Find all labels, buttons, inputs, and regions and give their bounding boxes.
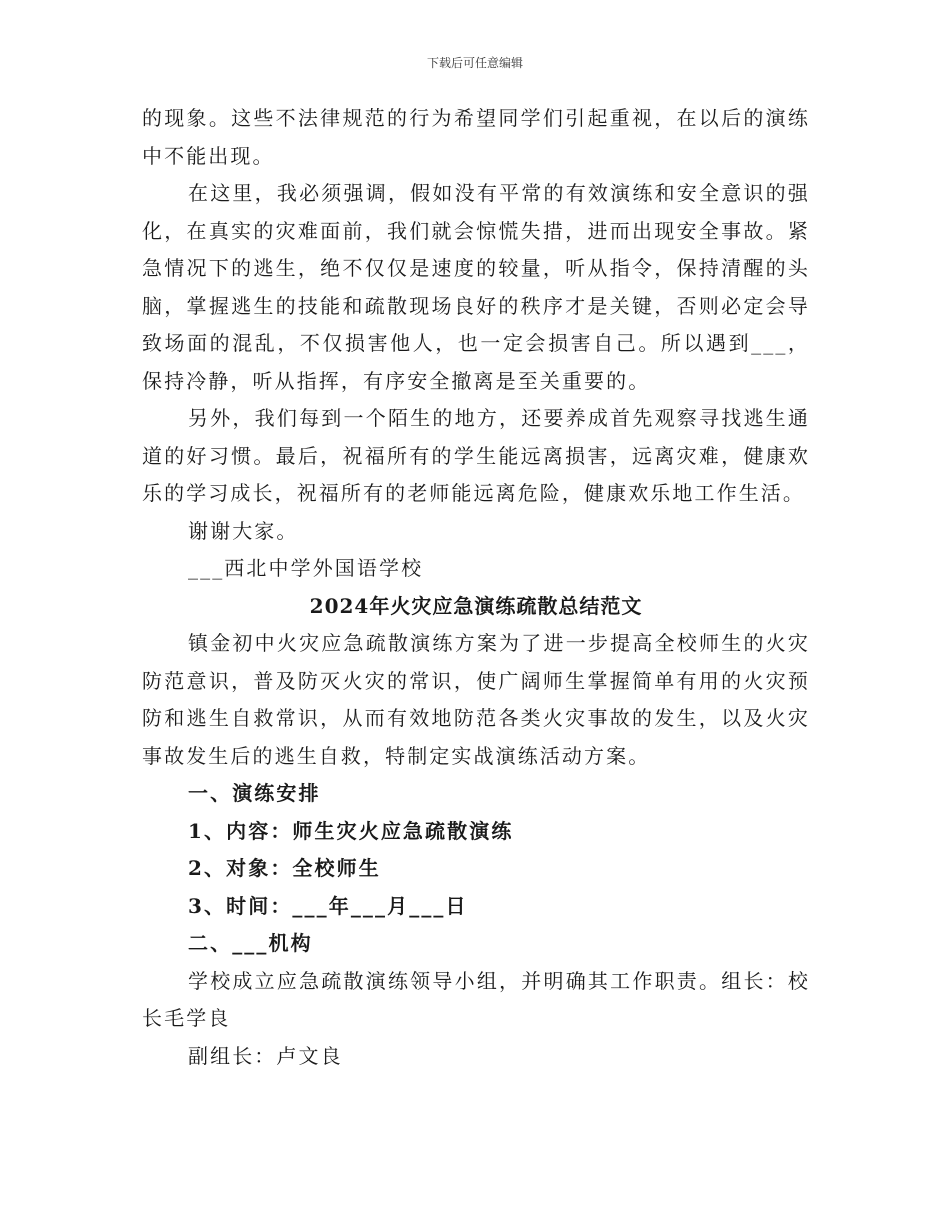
- heading-organization: 二、___机构: [188, 931, 313, 955]
- item-target: 2、对象：全校师生: [188, 856, 381, 880]
- paragraph-leadership-group: 学校成立应急疏散演练领导小组，并明确其工作职责。组长：校长毛学良: [142, 968, 810, 1030]
- paragraph-thanks: 谢谢大家。: [188, 518, 299, 543]
- item-content: 1、内容：师生灾火应急疏散演练: [188, 818, 514, 843]
- section-title: 2024年火灾应急演练疏散总结范文: [309, 593, 643, 618]
- paragraph-continuation: 的现象。这些不法律规范的行为希望同学们引起重视，在以后的演练中不能出现。: [142, 106, 810, 168]
- heading-drill-arrangement: 一、演练安排: [188, 781, 321, 805]
- paragraph-plan-intro: 镇金初中火灾应急疏散演练方案为了进一步提高全校师生的火灾防范意识，普及防灭火灾的常识，使广阔师生掌握简单有用的火灾预防和逃生自救常识，从而有效地防范各类火灾事故的发生，以及火灾事故发生后的逃生自救，特制定实战演练活动方案。: [142, 631, 810, 768]
- paragraph-signature: ___西北中学外国语学校: [188, 556, 424, 580]
- page-header: 下载后可任意编辑: [426, 56, 523, 70]
- document-body: [142, 100, 810, 1075]
- paragraph-habits-wishes: 另外，我们每到一个陌生的地方，还要养成首先观察寻找逃生通道的好习惯。最后，祝福所有的学生能远离损害，远离灾难，健康欢乐的学习成长，祝福所有的老师能远离危险，健康欢乐地工作生活。: [142, 406, 810, 505]
- item-time: 3、时间：___年___月___日: [188, 893, 468, 918]
- paragraph-deputy-leader: 副组长：卢文良: [188, 1043, 343, 1068]
- paragraph-safety-emphasis: 在这里，我必须强调，假如没有平常的有效演练和安全意识的强化，在真实的灾难面前，我们就会惊慌失措，进而出现安全事故。紧急情况下的逃生，绝不仅仅是速度的较量，听从指令，保持清醒的头脑，掌握逃生的技能和疏散现场良好的秩序才是关键，否则必定会导致场面的混乱，不仅损害他人，也一定会损害自己。所以遇到___，保持冷静，听从指挥，有序安全撤离是至关重要的。: [142, 181, 810, 393]
